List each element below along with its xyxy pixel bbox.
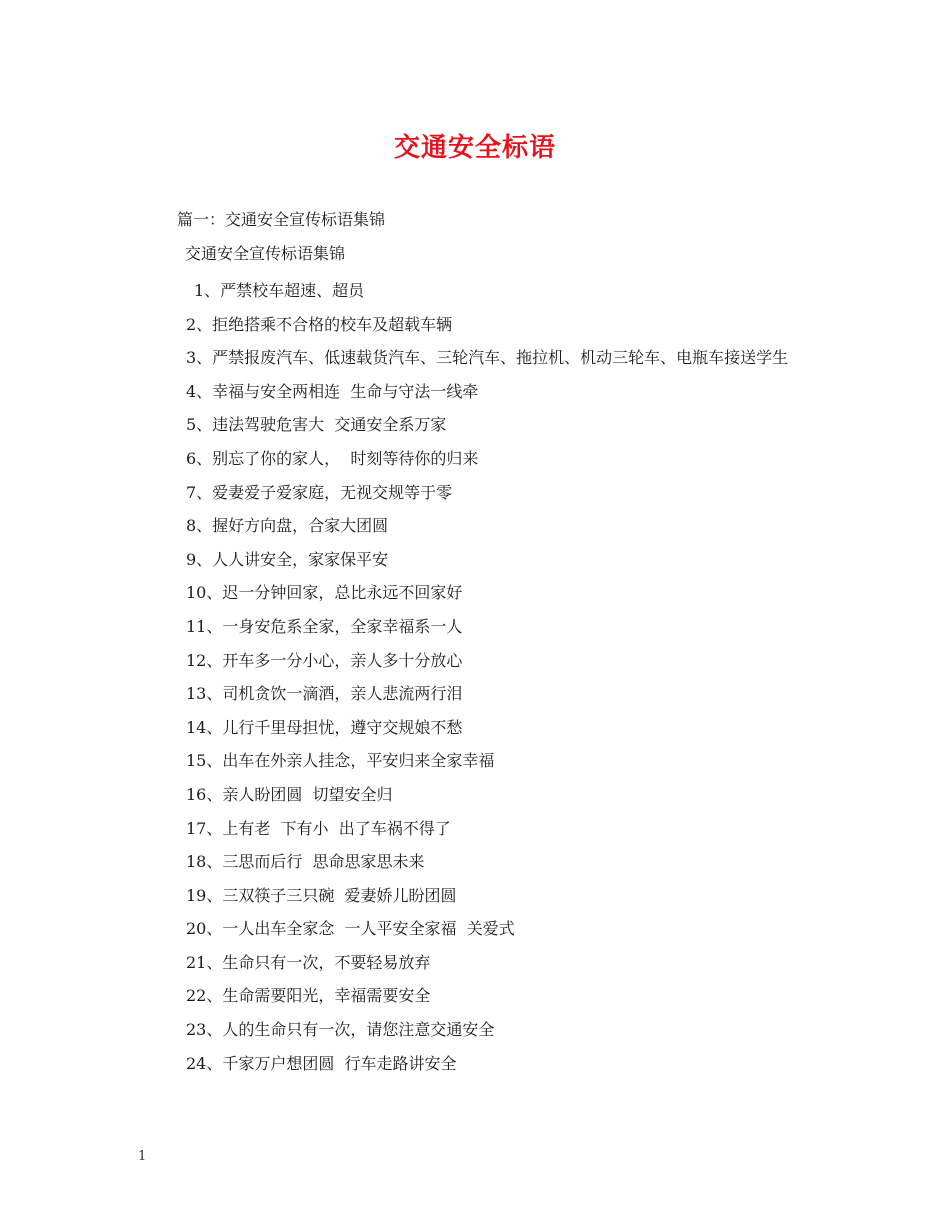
page-number: 1 <box>138 1149 147 1164</box>
document-title: 交通安全标语 <box>393 133 556 163</box>
list-item: 6、别忘了你的家人， 时刻等待你的归来 <box>186 448 479 468</box>
list-item: 14、儿行千里母担忧，遵守交规娘不愁 <box>186 717 463 737</box>
list-item: 13、司机贪饮一滴酒，亲人悲流两行泪 <box>186 684 463 704</box>
section-heading: 篇一：交通安全宣传标语集锦 <box>177 210 386 229</box>
list-item: 5、违法驾驶危害大 交通安全系万家 <box>186 415 447 435</box>
list-item: 23、人的生命只有一次，请您注意交通安全 <box>186 1020 495 1040</box>
list-item: 20、一人出车全家念 一人平安全家福 关爱式 <box>186 919 515 939</box>
list-item: 12、开车多一分小心，亲人多十分放心 <box>186 650 463 670</box>
list-item: 8、握好方向盘，合家大团圆 <box>186 516 389 536</box>
list-item: 17、上有老 下有小 出了车祸不得了 <box>186 818 451 838</box>
list-item: 1、严禁校车超速、超员 <box>194 281 365 300</box>
list-item: 4、幸福与安全两相连 生命与守法一线牵 <box>186 381 479 401</box>
list-item: 18、三思而后行 思命思家思未来 <box>186 852 425 872</box>
list-item: 24、千家万户想团圆 行车走路讲安全 <box>186 1053 457 1073</box>
list-item: 21、生命只有一次，不要轻易放弃 <box>186 952 431 972</box>
sub-heading: 交通安全宣传标语集锦 <box>185 244 346 263</box>
list-item: 15、出车在外亲人挂念，平安归来全家幸福 <box>186 751 495 771</box>
list-item: 22、生命需要阳光，幸福需要安全 <box>186 986 431 1006</box>
list-item: 11、一身安危系全家，全家幸福系一人 <box>186 616 463 636</box>
list-item: 2、拒绝搭乘不合格的校车及超载车辆 <box>186 314 453 334</box>
list-item: 7、爱妻爱子爱家庭，无视交规等于零 <box>186 482 453 502</box>
list-item: 16、亲人盼团圆 切望安全归 <box>186 784 393 804</box>
list-item: 9、人人讲安全，家家保平安 <box>186 549 389 569</box>
list-item: 10、迟一分钟回家，总比永远不回家好 <box>186 583 463 603</box>
list-item: 19、三双筷子三只碗 爱妻娇儿盼团圆 <box>186 885 457 905</box>
slogan-list <box>138 274 828 1080</box>
list-item: 3、严禁报废汽车、低速载货汽车、三轮汽车、拖拉机、机动三轮车、电瓶车接送学生 <box>186 348 789 368</box>
